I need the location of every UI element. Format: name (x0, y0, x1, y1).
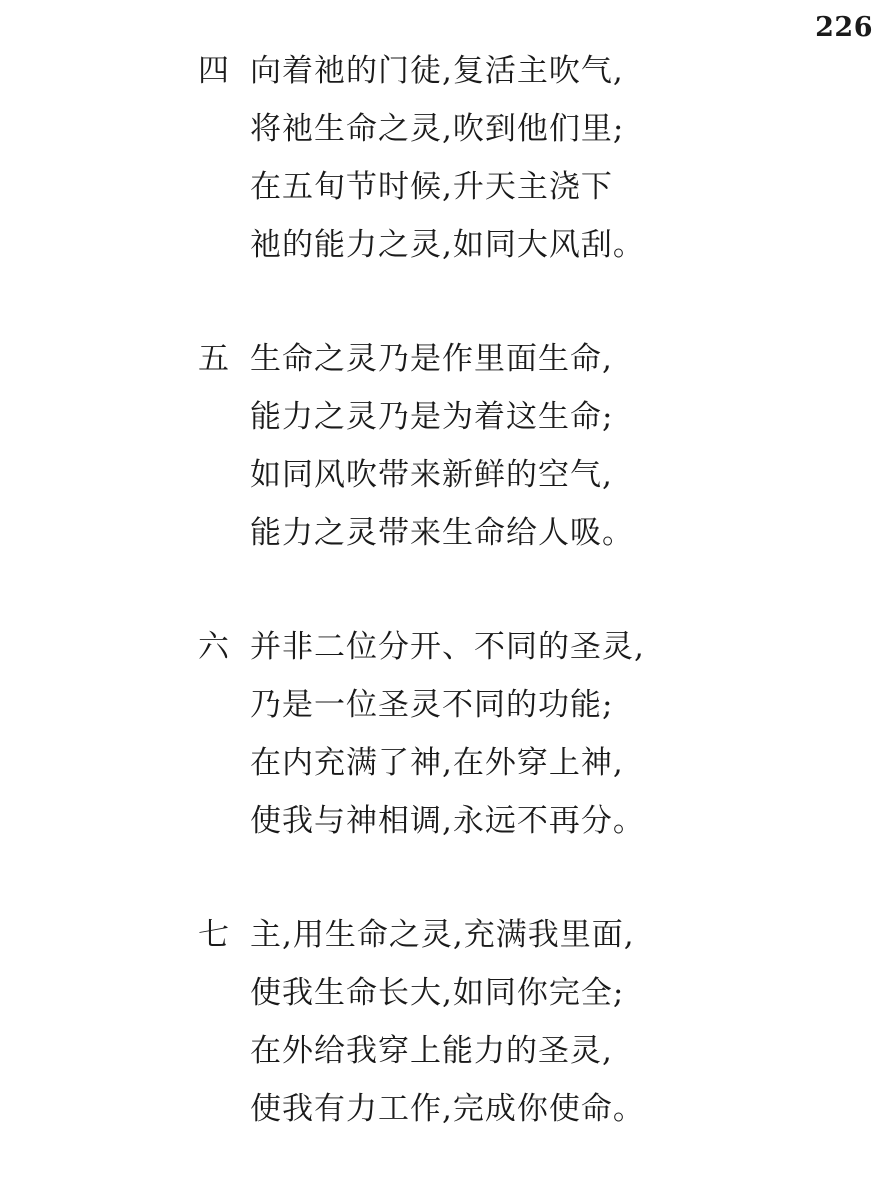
verse-text: 主,用生命之灵,充满我里面, (250, 917, 635, 953)
stanza-4 (198, 42, 718, 274)
stanza-line (198, 792, 718, 850)
stanza-line (198, 1022, 718, 1080)
stanza-7 (198, 906, 718, 1138)
verse-text: 将祂生命之灵,吹到他们里; (250, 111, 625, 147)
stanza-line (198, 504, 718, 562)
verse-text: 能力之灵乃是为着这生命; (250, 399, 614, 435)
stanza-line (198, 964, 718, 1022)
stanza-5 (198, 330, 718, 562)
stanza-line (198, 388, 718, 446)
verse-text: 使我生命长大,如同你完全; (250, 975, 625, 1011)
verse-text: 乃是一位圣灵不同的功能; (250, 687, 614, 723)
verse-text: 能力之灵带来生命给人吸。 (250, 515, 634, 551)
verse-text: 使我有力工作,完成你使命。 (250, 1091, 645, 1127)
stanza-line (198, 676, 718, 734)
stanza-6 (198, 618, 718, 850)
stanza-line (198, 1080, 718, 1138)
verse-text: 祂的能力之灵,如同大风刮。 (250, 227, 645, 263)
stanza-line (198, 734, 718, 792)
verse-text: 使我与神相调,永远不再分。 (250, 803, 645, 839)
verse-text: 在五旬节时候,升天主浇下 (250, 169, 613, 205)
stanza-line (198, 42, 718, 100)
stanza-line (198, 446, 718, 504)
stanza-number: 七 (198, 917, 230, 953)
stanza-line (198, 158, 718, 216)
verse-text: 生命之灵乃是作里面生命, (250, 341, 613, 377)
verse-text: 在外给我穿上能力的圣灵, (250, 1033, 613, 1069)
stanza-line (198, 618, 718, 676)
verse-text: 并非二位分开、不同的圣灵, (250, 629, 645, 665)
stanza-number: 五 (198, 341, 230, 377)
verse-text: 如同风吹带来新鲜的空气, (250, 457, 613, 493)
verse-text: 向着祂的门徒,复活主吹气, (250, 53, 624, 89)
stanza-number: 六 (198, 629, 230, 665)
stanza-line (198, 216, 718, 274)
stanza-line (198, 330, 718, 388)
stanza-line (198, 100, 718, 158)
stanza-line (198, 906, 718, 964)
stanza-number: 四 (198, 53, 230, 89)
verse-text: 在内充满了神,在外穿上神, (250, 745, 624, 781)
page-number: 226 (815, 12, 873, 43)
